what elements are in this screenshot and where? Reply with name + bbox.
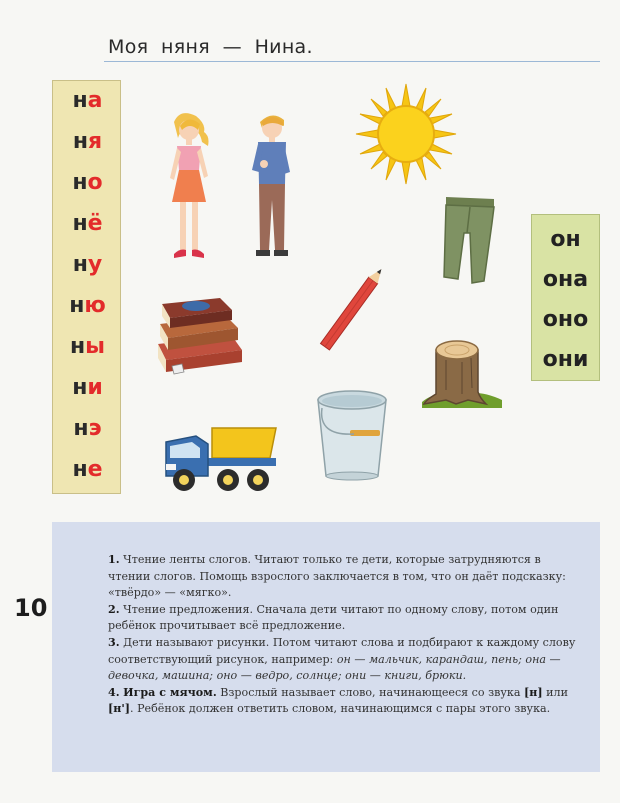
boy-illustration (250, 110, 296, 260)
tree-stump-illustration (416, 330, 506, 410)
syllable-4: нё (72, 211, 103, 236)
pronoun-ono: оно (542, 307, 589, 332)
syllable-strip (52, 80, 121, 494)
books-illustration (154, 292, 246, 378)
syllable-6: ню (69, 293, 106, 318)
instruction-4: 4. Игра с мячом. Взрослый называет слово, начинающееся со звука [н] или [н']. Ребёнок должен ответить словом, начинающимся с пары этого звука. (108, 685, 569, 716)
instruction-1: 1. Чтение ленты слогов. Читают только те дети, которые затрудняются в чтении слогов. Помощь взрослого заключается в том, что он даёт подсказку: «твёрдо» — «мягко». (108, 553, 566, 600)
pronoun-ona: она (542, 267, 589, 292)
syllable-8: ни (72, 375, 103, 400)
sun-illustration (354, 82, 458, 186)
bucket-illustration (314, 386, 390, 482)
trousers-illustration (436, 193, 500, 287)
pencil-illustration (312, 262, 394, 356)
pronoun-oni: они (542, 347, 589, 372)
syllable-9: нэ (73, 416, 102, 441)
pronoun-box (531, 214, 600, 381)
syllable-10: не (72, 457, 103, 482)
instructions-text (108, 552, 578, 718)
syllable-1: на (72, 88, 103, 113)
title-underline (104, 61, 600, 62)
syllable-7: ны (69, 334, 106, 359)
page-number: 10 (14, 594, 48, 622)
pronoun-on: он (550, 227, 581, 252)
girl-illustration (160, 108, 216, 266)
syllable-5: ну (72, 252, 103, 277)
syllable-2: ня (72, 129, 103, 154)
truck-illustration (162, 418, 280, 494)
page-title: Моя няня — Нина. (108, 36, 313, 58)
syllable-3: но (72, 170, 103, 195)
instruction-3: 3. Дети называют рисунки. Потом читают слова и подбирают к каждому слову соответствующий рисунок, например: он — мальчик, карандаш, пень; она — девочка, машина; оно — ведро, солнце; они — книги, брюки. (108, 635, 576, 683)
instruction-2: 2. Чтение предложения. Сначала дети читают по одному слову, потом один ребёнок прочитывает всё предложение. (108, 602, 559, 633)
